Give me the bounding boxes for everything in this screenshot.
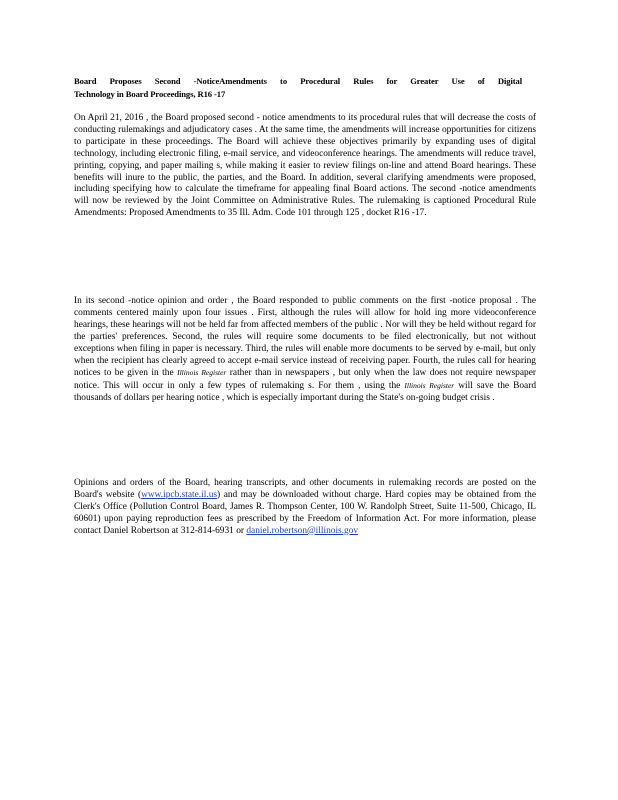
comment-responses-text-3: will save the Board thousands of dollars per hearing notice , which is especially important during the State's on-going budget crisis .: [74, 381, 537, 404]
contact-text-2: ) and may be downloaded without charge. Hard copies may be obtained from the Clerk's Office (Pollution Control Board, James R. Thompson Center, 100 W. Randolph Street, Suite 11-500, Chicago, IL 60601) upon paying reproduction fees as prescribed by the Freedom of Information Act. For more information, please contact Daniel Robertson at 312-814-6931 or: [74, 489, 536, 536]
title-line-1: Board Proposes Second -NoticeAmendments to Procedural Rules for Greater Use of Digital: [74, 76, 522, 86]
contact-text-1: Opinions and orders of the Board, hearing transcripts, and other documents in rulemaking records are posted on the Board's website (: [74, 478, 536, 500]
title-line-2: Technology in Board Proceedings, R16 -17: [74, 89, 226, 99]
comment-responses-text-1: In its second -notice opinion and order , the Board responded to public comments on the first -notice proposal . The comments centered mainly upon four issues . First, although the rules will allow for hold ing more videoconference hearings, these hearings will not be held far from affected members of the public . Nor will they be held without regard for the parties' preferences. Second, the rules will require some documents to be filed electronically, but not without exceptions when filing in paper is necessary. Third, the rules will enable more documents to be served by e-mail, but only when the recipient has clearly agreed to accept e-mail service instead of receiving paper. Fourth, the rules call for hearing notices to be given in the: [74, 296, 536, 379]
paragraph-contact-info: [74, 478, 536, 538]
board-website-link[interactable]: www.ipcb.state.il.us: [141, 489, 218, 500]
register-name-2: Illinois Register: [404, 381, 455, 391]
comment-responses-text-2: rather than in newspapers , but only when the law does not require newspaper notice. This will occur in only a few types of rulemaking s. For them , using the: [74, 368, 536, 392]
register-name-1: Illinois Register: [177, 368, 227, 378]
press-release-title: [74, 75, 522, 101]
paragraph-comment-responses: [74, 296, 536, 405]
paragraph-proposal-summary: On April 21, 2016 , the Board proposed second - notice amendments to its procedural rules that will decrease the costs of conducting rulemakings and adjudicatory cases . At the same time, the amendments will increase opportunities for citizens to participate in these proceedings. The Board will achieve these objectives primarily by expanding uses of digital technology, including electronic filing, e-mail service, and videoconference hearings. The amendments will reduce travel, printing, copying, and paper mailing s, while making it easier to review filings on-line and attend Board hearings. These benefits will inure to the public, the parties, and the Board. In addition, several clarifying amendments were proposed, including specifying how to calculate the timeframe for appealing final Board actions. The second -notice amendments will now be reviewed by the Joint Committee on Administrative Rules. The rulemaking is captioned Procedural Rule Amendments: Proposed Amendments to 35 Ill. Adm. Code 101 through 125 , docket R16 -17.: [74, 113, 536, 219]
contact-email-link[interactable]: daniel.robertson@illinois.gov: [246, 525, 359, 536]
